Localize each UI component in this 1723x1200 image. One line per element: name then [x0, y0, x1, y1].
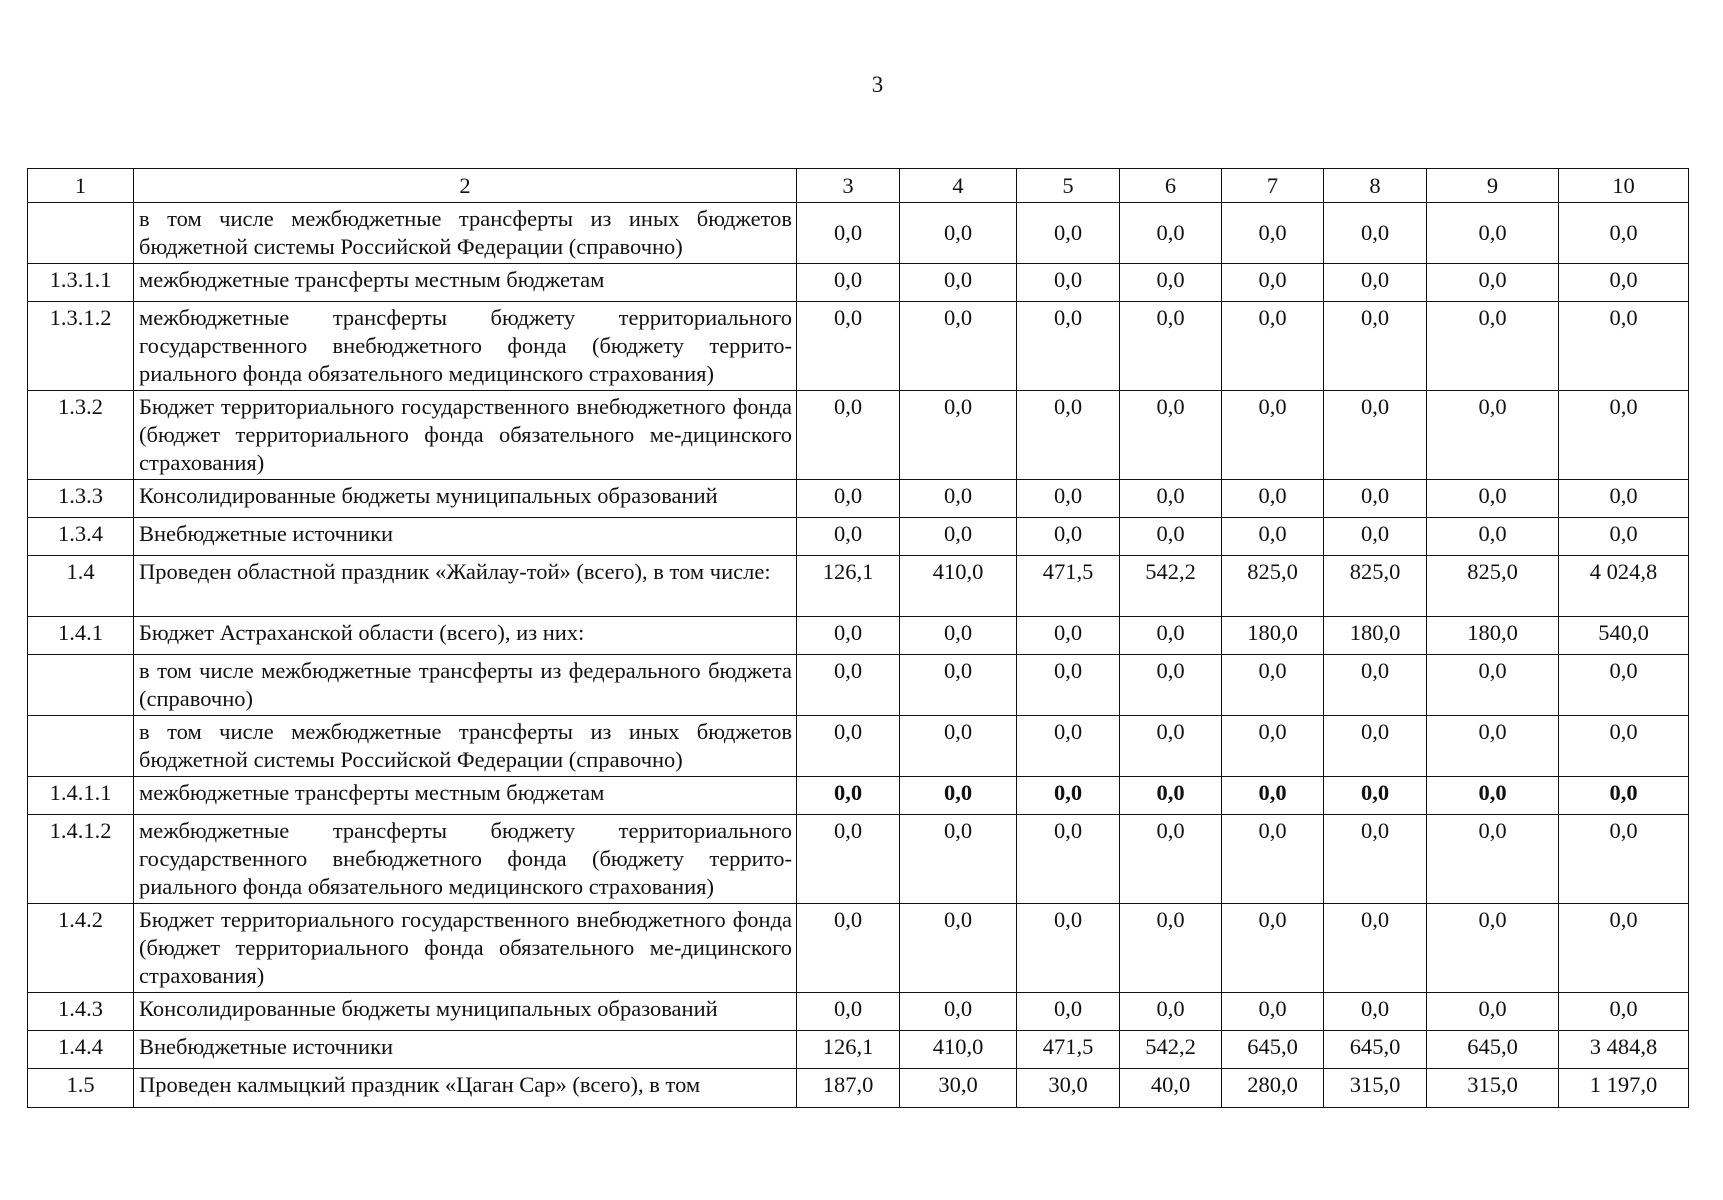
cell-value: 0,0 [1017, 264, 1120, 302]
cell-value: 410,0 [900, 1031, 1017, 1069]
cell-value: 0,0 [900, 302, 1017, 391]
table-row [28, 617, 1689, 655]
cell-value: 0,0 [797, 655, 900, 716]
cell-value: 0,0 [1120, 480, 1222, 518]
cell-value: 0,0 [1120, 815, 1222, 904]
cell-value: 30,0 [900, 1069, 1017, 1108]
row-code: 1.4.3 [28, 993, 134, 1031]
cell-value: 0,0 [1120, 617, 1222, 655]
table-row [28, 1069, 1689, 1108]
table-row [28, 655, 1689, 716]
cell-value: 410,0 [900, 556, 1017, 617]
cell-value: 0,0 [1559, 777, 1689, 815]
cell-value: 0,0 [1017, 777, 1120, 815]
cell-value: 0,0 [1427, 777, 1559, 815]
cell-value: 825,0 [1427, 556, 1559, 617]
row-name: межбюджетные трансферты местным бюджетам [134, 264, 797, 302]
column-header: 8 [1324, 169, 1427, 203]
cell-value: 0,0 [1324, 777, 1427, 815]
cell-value: 0,0 [797, 815, 900, 904]
cell-value: 0,0 [1324, 518, 1427, 556]
row-name: Проведен областной праздник «Жайлау-той» (всего), в том числе: [134, 556, 797, 617]
row-name: Бюджет Астраханской области (всего), из них: [134, 617, 797, 655]
cell-value: 0,0 [797, 716, 900, 777]
table-row [28, 480, 1689, 518]
cell-value: 0,0 [1427, 904, 1559, 993]
row-code: 1.4.1.1 [28, 777, 134, 815]
row-name: Внебюджетные источники [134, 518, 797, 556]
row-code: 1.5 [28, 1069, 134, 1108]
cell-value: 0,0 [797, 777, 900, 815]
cell-value: 0,0 [1120, 716, 1222, 777]
cell-value: 0,0 [1017, 815, 1120, 904]
row-code: 1.4 [28, 556, 134, 617]
cell-value: 0,0 [1120, 203, 1222, 264]
cell-value: 471,5 [1017, 1031, 1120, 1069]
cell-value: 0,0 [1559, 302, 1689, 391]
cell-value: 0,0 [1427, 203, 1559, 264]
cell-value: 0,0 [1120, 655, 1222, 716]
cell-value: 542,2 [1120, 1031, 1222, 1069]
table-row [28, 556, 1689, 617]
cell-value: 0,0 [1559, 518, 1689, 556]
cell-value: 0,0 [1559, 203, 1689, 264]
row-name: в том числе межбюджетные трансферты из федерального бюджета (справочно) [134, 655, 797, 716]
cell-value: 0,0 [797, 518, 900, 556]
cell-value: 315,0 [1324, 1069, 1427, 1108]
column-header: 5 [1017, 169, 1120, 203]
cell-value: 0,0 [1222, 518, 1324, 556]
column-header: 10 [1559, 169, 1689, 203]
cell-value: 0,0 [1324, 391, 1427, 480]
cell-value: 645,0 [1324, 1031, 1427, 1069]
cell-value: 1 197,0 [1559, 1069, 1689, 1108]
cell-value: 0,0 [1559, 993, 1689, 1031]
row-code: 1.4.1.2 [28, 815, 134, 904]
cell-value: 0,0 [1427, 993, 1559, 1031]
cell-value: 825,0 [1222, 556, 1324, 617]
cell-value: 0,0 [900, 617, 1017, 655]
cell-value: 0,0 [1222, 203, 1324, 264]
cell-value: 0,0 [1559, 264, 1689, 302]
budget-table [27, 168, 1689, 1108]
row-code: 1.4.1 [28, 617, 134, 655]
cell-value: 0,0 [1120, 264, 1222, 302]
row-code: 1.3.4 [28, 518, 134, 556]
column-header: 6 [1120, 169, 1222, 203]
column-header: 2 [134, 169, 797, 203]
cell-value: 0,0 [1324, 716, 1427, 777]
cell-value: 542,2 [1120, 556, 1222, 617]
cell-value: 30,0 [1017, 1069, 1120, 1108]
cell-value: 0,0 [900, 518, 1017, 556]
cell-value: 0,0 [1559, 480, 1689, 518]
cell-value: 0,0 [1324, 655, 1427, 716]
cell-value: 180,0 [1324, 617, 1427, 655]
cell-value: 280,0 [1222, 1069, 1324, 1108]
table-row [28, 904, 1689, 993]
cell-value: 0,0 [1120, 777, 1222, 815]
row-name: Консолидированные бюджеты муниципальных образований [134, 480, 797, 518]
cell-value: 0,0 [1017, 904, 1120, 993]
cell-value: 825,0 [1324, 556, 1427, 617]
cell-value: 0,0 [1017, 993, 1120, 1031]
cell-value: 0,0 [1120, 993, 1222, 1031]
cell-value: 0,0 [1017, 655, 1120, 716]
table-row [28, 203, 1689, 264]
page-number: 3 [871, 72, 884, 97]
cell-value: 0,0 [1559, 391, 1689, 480]
cell-value: 315,0 [1427, 1069, 1559, 1108]
row-code [28, 716, 134, 777]
cell-value: 0,0 [1559, 904, 1689, 993]
cell-value: 0,0 [1222, 480, 1324, 518]
cell-value: 0,0 [1222, 993, 1324, 1031]
cell-value: 540,0 [1559, 617, 1689, 655]
cell-value: 0,0 [1324, 302, 1427, 391]
table-row [28, 1031, 1689, 1069]
cell-value: 0,0 [1222, 716, 1324, 777]
cell-value: 0,0 [1427, 302, 1559, 391]
cell-value: 0,0 [900, 993, 1017, 1031]
column-header: 4 [900, 169, 1017, 203]
row-name: в том числе межбюджетные трансферты из иных бюджетов бюджетной системы Российской Федерации (справочно) [134, 203, 797, 264]
cell-value: 0,0 [1222, 264, 1324, 302]
row-name: межбюджетные трансферты бюджету территориального государственного внебюджетного фонда (бюджету террито-риального фонда обязательного медицинского страхования) [134, 302, 797, 391]
cell-value: 0,0 [1324, 264, 1427, 302]
cell-value: 0,0 [900, 815, 1017, 904]
cell-value: 0,0 [797, 391, 900, 480]
cell-value: 0,0 [1120, 518, 1222, 556]
table-row [28, 777, 1689, 815]
cell-value: 40,0 [1120, 1069, 1222, 1108]
cell-value: 0,0 [1017, 302, 1120, 391]
cell-value: 0,0 [900, 655, 1017, 716]
row-name: межбюджетные трансферты бюджету территориального государственного внебюджетного фонда (бюджету террито-риального фонда обязательного медицинского страхования) [134, 815, 797, 904]
table-row [28, 518, 1689, 556]
row-name: Проведен калмыцкий праздник «Цаган Сар» (всего), в том [134, 1069, 797, 1108]
cell-value: 0,0 [900, 264, 1017, 302]
row-name: Бюджет территориального государственного внебюджетного фонда (бюджет территориального фонда обязательного ме-дицинского страхования) [134, 904, 797, 993]
column-header: 9 [1427, 169, 1559, 203]
cell-value: 0,0 [1120, 391, 1222, 480]
table-row [28, 264, 1689, 302]
row-name: Бюджет территориального государственного внебюджетного фонда (бюджет территориального фонда обязательного ме-дицинского страхования) [134, 391, 797, 480]
cell-value: 0,0 [1222, 815, 1324, 904]
cell-value: 0,0 [1017, 617, 1120, 655]
cell-value: 0,0 [1017, 518, 1120, 556]
row-code: 1.4.2 [28, 904, 134, 993]
table-row [28, 716, 1689, 777]
cell-value: 0,0 [1427, 655, 1559, 716]
cell-value: 0,0 [900, 777, 1017, 815]
cell-value: 0,0 [1017, 391, 1120, 480]
cell-value: 0,0 [900, 391, 1017, 480]
column-header: 1 [28, 169, 134, 203]
cell-value: 126,1 [797, 556, 900, 617]
cell-value: 0,0 [1222, 391, 1324, 480]
cell-value: 3 484,8 [1559, 1031, 1689, 1069]
table-row [28, 391, 1689, 480]
row-code: 1.4.4 [28, 1031, 134, 1069]
cell-value: 0,0 [1427, 480, 1559, 518]
cell-value: 0,0 [1559, 716, 1689, 777]
cell-value: 0,0 [797, 904, 900, 993]
cell-value: 0,0 [1427, 815, 1559, 904]
cell-value: 180,0 [1222, 617, 1324, 655]
cell-value: 0,0 [1120, 302, 1222, 391]
cell-value: 0,0 [1324, 904, 1427, 993]
cell-value: 0,0 [797, 302, 900, 391]
cell-value: 0,0 [797, 203, 900, 264]
cell-value: 0,0 [1324, 993, 1427, 1031]
row-code: 1.3.1.1 [28, 264, 134, 302]
cell-value: 0,0 [1017, 716, 1120, 777]
cell-value: 0,0 [1427, 264, 1559, 302]
row-code: 1.3.1.2 [28, 302, 134, 391]
row-code: 1.3.2 [28, 391, 134, 480]
cell-value: 0,0 [900, 480, 1017, 518]
column-header: 3 [797, 169, 900, 203]
cell-value: 0,0 [1427, 518, 1559, 556]
cell-value: 0,0 [797, 480, 900, 518]
cell-value: 0,0 [1427, 716, 1559, 777]
cell-value: 0,0 [900, 203, 1017, 264]
cell-value: 471,5 [1017, 556, 1120, 617]
cell-value: 180,0 [1427, 617, 1559, 655]
cell-value: 0,0 [1559, 655, 1689, 716]
row-code: 1.3.3 [28, 480, 134, 518]
cell-value: 0,0 [1222, 904, 1324, 993]
table-row [28, 993, 1689, 1031]
cell-value: 0,0 [1222, 302, 1324, 391]
cell-value: 0,0 [797, 264, 900, 302]
cell-value: 0,0 [1222, 777, 1324, 815]
cell-value: 0,0 [900, 904, 1017, 993]
table-row [28, 302, 1689, 391]
cell-value: 4 024,8 [1559, 556, 1689, 617]
cell-value: 0,0 [1427, 391, 1559, 480]
column-header: 7 [1222, 169, 1324, 203]
cell-value: 0,0 [900, 716, 1017, 777]
cell-value: 0,0 [1559, 815, 1689, 904]
cell-value: 645,0 [1427, 1031, 1559, 1069]
cell-value: 0,0 [797, 993, 900, 1031]
cell-value: 0,0 [1120, 904, 1222, 993]
row-code [28, 655, 134, 716]
cell-value: 0,0 [1324, 815, 1427, 904]
cell-value: 0,0 [1324, 203, 1427, 264]
table-header-row [28, 169, 1689, 203]
cell-value: 0,0 [1017, 203, 1120, 264]
cell-value: 645,0 [1222, 1031, 1324, 1069]
cell-value: 126,1 [797, 1031, 900, 1069]
row-name: в том числе межбюджетные трансферты из иных бюджетов бюджетной системы Российской Федерации (справочно) [134, 716, 797, 777]
cell-value: 187,0 [797, 1069, 900, 1108]
row-name: Внебюджетные источники [134, 1031, 797, 1069]
cell-value: 0,0 [1017, 480, 1120, 518]
row-name: Консолидированные бюджеты муниципальных образований [134, 993, 797, 1031]
cell-value: 0,0 [1324, 480, 1427, 518]
cell-value: 0,0 [1222, 655, 1324, 716]
table-row [28, 815, 1689, 904]
row-code [28, 203, 134, 264]
cell-value: 0,0 [797, 617, 900, 655]
row-name: межбюджетные трансферты местным бюджетам [134, 777, 797, 815]
